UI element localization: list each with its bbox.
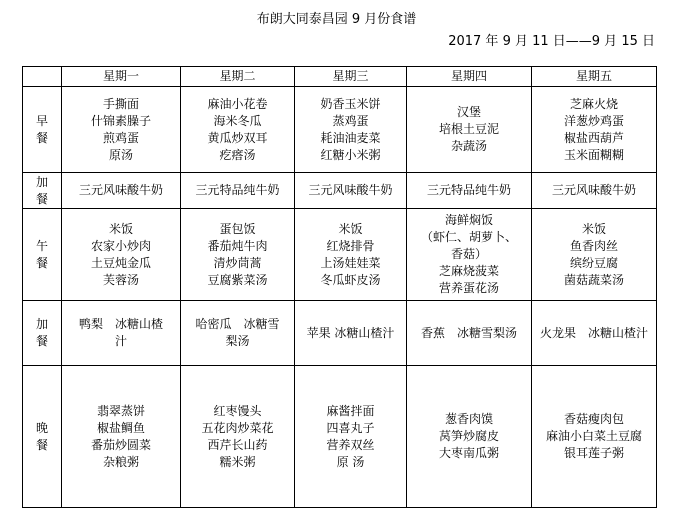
menu-cell: [407, 87, 532, 173]
menu-cell: [295, 173, 407, 209]
menu-item: 芝麻火烧: [569, 96, 618, 111]
menu-cell: [532, 366, 657, 508]
menu-item: 杂蔬汤: [450, 139, 487, 153]
menu-item: 莴笋炒腐皮: [438, 429, 499, 443]
menu-item: 三元风味酸牛奶: [551, 183, 636, 197]
menu-item: 番茄炒圆菜: [90, 437, 151, 452]
menu-item: 三元风味酸牛奶: [308, 183, 393, 197]
menu-item: 奶香玉米饼: [320, 96, 381, 111]
menu-item: 蒸鸡蛋: [332, 113, 369, 128]
day-header: 星期二: [181, 67, 295, 87]
menu-item: 豆腐紫菜汤: [207, 272, 268, 287]
menu-item: 冬瓜虾皮汤: [320, 272, 381, 287]
menu-item: 香蕉 冰糖雪梨汤: [420, 325, 517, 340]
menu-cell: [295, 209, 407, 301]
menu-cell: [532, 209, 657, 301]
menu-cell: [62, 209, 181, 301]
header-row: [23, 67, 657, 87]
menu-item: 番茄炖牛肉: [207, 238, 268, 253]
meal-row-snack-afternoon: [23, 301, 657, 366]
menu-cell: [295, 87, 407, 173]
meal-label-char: 餐: [35, 334, 48, 348]
menu-item: 五花肉炒菜花: [201, 420, 274, 435]
meal-row-breakfast: [23, 87, 657, 173]
menu-cell: [181, 209, 295, 301]
menu-item: 香菇瘦肉包: [563, 412, 624, 426]
menu-item: 原 汤: [336, 454, 365, 469]
meal-row-snack-morning: [23, 173, 657, 209]
corner-cell: [23, 67, 62, 87]
menu-item: 银耳莲子粥: [563, 446, 624, 460]
menu-item: 梨汤: [225, 334, 250, 348]
menu-cell: [62, 301, 181, 366]
menu-item: 三元特品纯牛奶: [426, 183, 511, 197]
day-header: 星期一: [62, 67, 181, 87]
meal-label: [23, 301, 62, 366]
page-title: 布朗大同泰昌园 9 月份食谱: [256, 12, 417, 27]
menu-cell: [62, 87, 181, 173]
menu-item: 麻油小花卷: [207, 96, 268, 111]
menu-cell: [62, 173, 181, 209]
meal-label: [23, 87, 62, 173]
menu-table: [22, 66, 657, 508]
menu-item: 糯米粥: [219, 454, 256, 469]
menu-item: 火龙果 冰糖山楂汁: [539, 325, 648, 340]
date-range: 2017 年 9 月 11 日——9 月 15 日: [448, 34, 655, 49]
menu-item: 原汤: [108, 147, 133, 162]
menu-item: 芙蓉汤: [102, 272, 139, 287]
menu-item: 蛋包饭: [219, 221, 256, 236]
meal-label-char: 加: [35, 317, 48, 331]
menu-item: 培根土豆泥: [438, 122, 499, 136]
menu-cell: [181, 173, 295, 209]
menu-cell: [295, 301, 407, 366]
menu-cell: [181, 301, 295, 366]
menu-item: 耗油油麦菜: [320, 130, 381, 145]
menu-cell: [181, 366, 295, 508]
menu-item: 洋葱炒鸡蛋: [563, 113, 624, 128]
menu-item: 哈密瓜 冰糖雪: [195, 317, 280, 331]
menu-item: 三元风味酸牛奶: [78, 183, 163, 197]
menu-item: 手撕面: [102, 96, 139, 111]
menu-item: 汉堡: [456, 105, 481, 119]
menu-item: 葱香肉馍: [444, 412, 493, 426]
menu-cell: [407, 209, 532, 301]
menu-item: 苹果 冰糖山楂汁: [306, 325, 395, 340]
meal-label-char: 餐: [35, 191, 48, 206]
menu-item: 翡翠蒸饼: [96, 403, 145, 418]
menu-item: 椒盐鲷鱼: [96, 420, 145, 435]
menu-item: 海米冬瓜: [213, 113, 262, 128]
menu-item: 芝麻烧菠菜: [438, 264, 499, 278]
menu-item: 清炒茼蒿: [213, 255, 262, 270]
menu-item: 西芹长山药: [207, 437, 268, 452]
menu-item: 红烧排骨: [326, 238, 375, 253]
meal-label-char: 餐: [35, 130, 48, 145]
meal-label: [23, 209, 62, 301]
menu-cell: [295, 366, 407, 508]
menu-item: 煎鸡蛋: [102, 130, 139, 145]
day-header: 星期四: [407, 67, 532, 87]
menu-item: 汁: [114, 334, 127, 348]
menu-item: 农家小炒肉: [90, 238, 151, 253]
menu-item: 红糖小米粥: [320, 147, 381, 162]
menu-item: 玉米面糊糊: [563, 147, 624, 162]
menu-item: 鱼香肉丝: [569, 238, 618, 253]
menu-cell: [532, 301, 657, 366]
menu-item: 什锦素臊子: [90, 113, 151, 128]
menu-item: （虾仁、胡萝卜、: [420, 230, 517, 244]
menu-item: 麻油小白菜土豆腐: [545, 429, 642, 443]
menu-item: 杂粮粥: [102, 454, 139, 469]
menu-item: 米饭: [338, 221, 363, 236]
menu-item: 红枣馒头: [213, 403, 262, 418]
meal-label-char: 早: [35, 113, 48, 128]
menu-item: 椒盐西葫芦: [563, 130, 624, 145]
menu-item: 大枣南瓜粥: [438, 446, 499, 460]
menu-item: 上汤娃娃菜: [320, 255, 381, 270]
menu-cell: [532, 173, 657, 209]
menu-item: 鸭梨 冰糖山楂: [78, 317, 163, 331]
meal-row-dinner: [23, 366, 657, 508]
menu-item: 海鲜焖饭: [444, 213, 493, 227]
meal-label-char: 餐: [35, 255, 48, 270]
meal-label-char: 加: [35, 174, 48, 189]
menu-cell: [407, 301, 532, 366]
menu-item: 营养双丝: [326, 437, 375, 452]
menu-item: 四喜丸子: [326, 420, 375, 435]
meal-label-char: 餐: [35, 437, 48, 452]
menu-item: 菌菇蔬菜汤: [563, 272, 624, 287]
meal-label-char: 晚: [35, 420, 48, 435]
menu-cell: [407, 366, 532, 508]
menu-item: 疙瘩汤: [219, 147, 256, 162]
menu-cell: [532, 87, 657, 173]
menu-item: 营养蛋花汤: [438, 281, 499, 295]
menu-item: 三元特品纯牛奶: [195, 183, 280, 197]
menu-item: 米饭: [581, 221, 606, 236]
meal-label-char: 午: [35, 238, 48, 253]
menu-cell: [407, 173, 532, 209]
meal-label: [23, 366, 62, 508]
meal-label: [23, 173, 62, 209]
menu-item: 土豆炖金瓜: [90, 255, 151, 270]
menu-item: 黄瓜炒双耳: [207, 130, 268, 145]
menu-item: 麻酱拌面: [326, 403, 375, 418]
day-header: 星期三: [295, 67, 407, 87]
menu-cell: [181, 87, 295, 173]
meal-row-lunch: [23, 209, 657, 301]
menu-cell: [62, 366, 181, 508]
menu-item: 缤纷豆腐: [569, 255, 618, 270]
menu-item: 香菇）: [450, 247, 487, 261]
menu-item: 米饭: [108, 221, 133, 236]
day-header: 星期五: [532, 67, 657, 87]
